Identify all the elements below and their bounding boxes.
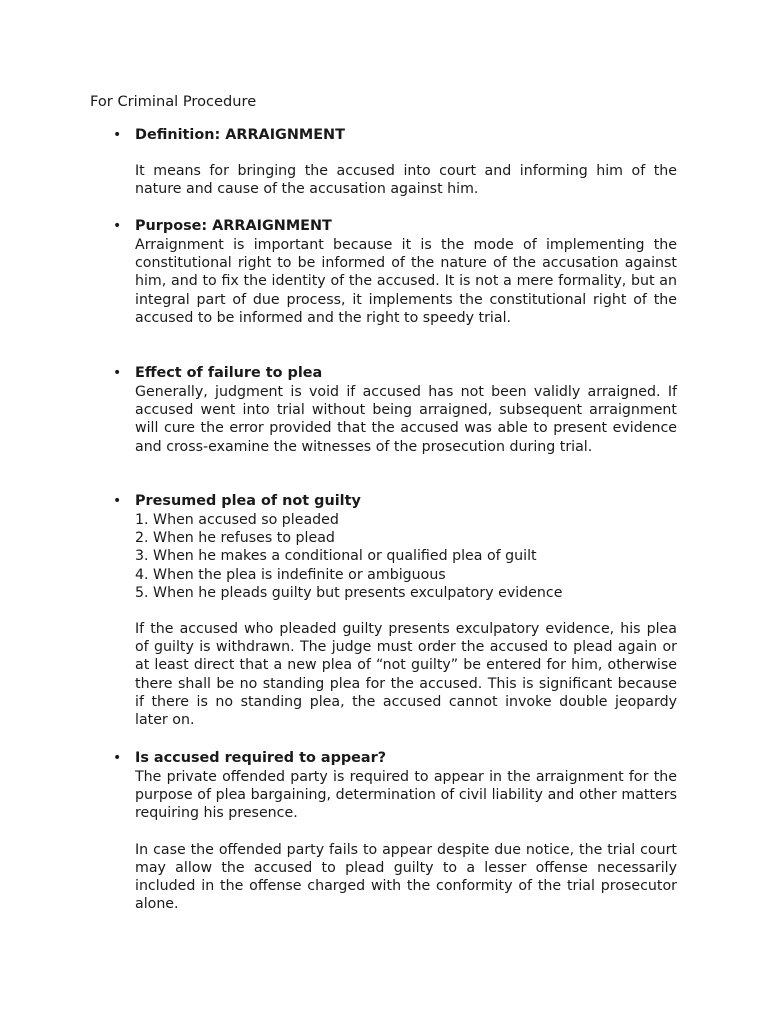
section-definition <box>113 126 677 198</box>
document-title: For Criminal Procedure <box>90 93 257 110</box>
section-paragraph: Generally, judgment is void if accused has not been validly arraigned. If accused went into trial without being arraigned, subsequent arraignment will cure the error provided that the accused was able to present evidence and cross-examine the witnesses of the prosecution during trial. <box>135 384 677 455</box>
list-item: 2. When he refuses to plead <box>135 530 335 547</box>
list-item: 4. When the plea is indefinite or ambiguous <box>135 566 446 583</box>
section-paragraph: Arraignment is important because it is the mode of implementing the constitutional right to be informed of the nature of the accusation against him, and to fix the identity of the accused. It is not a mere formality, but an integral part of due process, it implements the constitutional right of the accused to be informed and the right to speedy trial. <box>135 237 677 326</box>
bullet-icon: • <box>113 218 122 234</box>
section-heading: Purpose: ARRAIGNMENT <box>135 218 332 234</box>
list-item: 5. When he pleads guilty but presents exculpatory evidence <box>135 584 563 601</box>
list-item: 3. When he makes a conditional or qualified plea of guilt <box>135 548 537 565</box>
section-heading: Effect of failure to plea <box>135 365 323 381</box>
presumed-plea-list <box>135 511 677 602</box>
section-paragraph: In case the offended party fails to appear despite due notice, the trial court may allow the accused to plead guilty to a lesser offense necessarily included in the offense charged with the conformity of the trial prosecutor alone. <box>135 841 677 913</box>
bullet-icon: • <box>113 750 122 766</box>
section-presumed-plea <box>113 492 677 729</box>
section-heading: Presumed plea of not guilty <box>135 493 361 509</box>
bullet-icon: • <box>113 493 122 509</box>
bullet-icon: • <box>113 127 122 143</box>
section-appearance <box>113 749 677 913</box>
section-purpose <box>113 217 677 327</box>
section-heading: Definition: ARRAIGNMENT <box>135 127 345 143</box>
section-heading: Is accused required to appear? <box>135 750 387 766</box>
bullet-icon: • <box>113 365 122 381</box>
section-paragraph: It means for bringing the accused into court and informing him of the nature and cause of the accusation against him. <box>135 163 677 198</box>
list-item: 1. When accused so pleaded <box>135 512 339 528</box>
section-effect <box>113 364 677 456</box>
section-paragraph: The private offended party is required to appear in the arraignment for the purpose of plea bargaining, determination of civil liability and other matters requiring his presence. <box>135 769 677 822</box>
section-paragraph: If the accused who pleaded guilty presents exculpatory evidence, his plea of guilty is withdrawn. The judge must order the accused to plead again or at least direct that a new plea of “not guilty” be entered for him, otherwise there shall be no standing plea for the accused. This is significant because if there is no standing plea, the accused cannot invoke double jeopardy later on. <box>135 621 677 729</box>
